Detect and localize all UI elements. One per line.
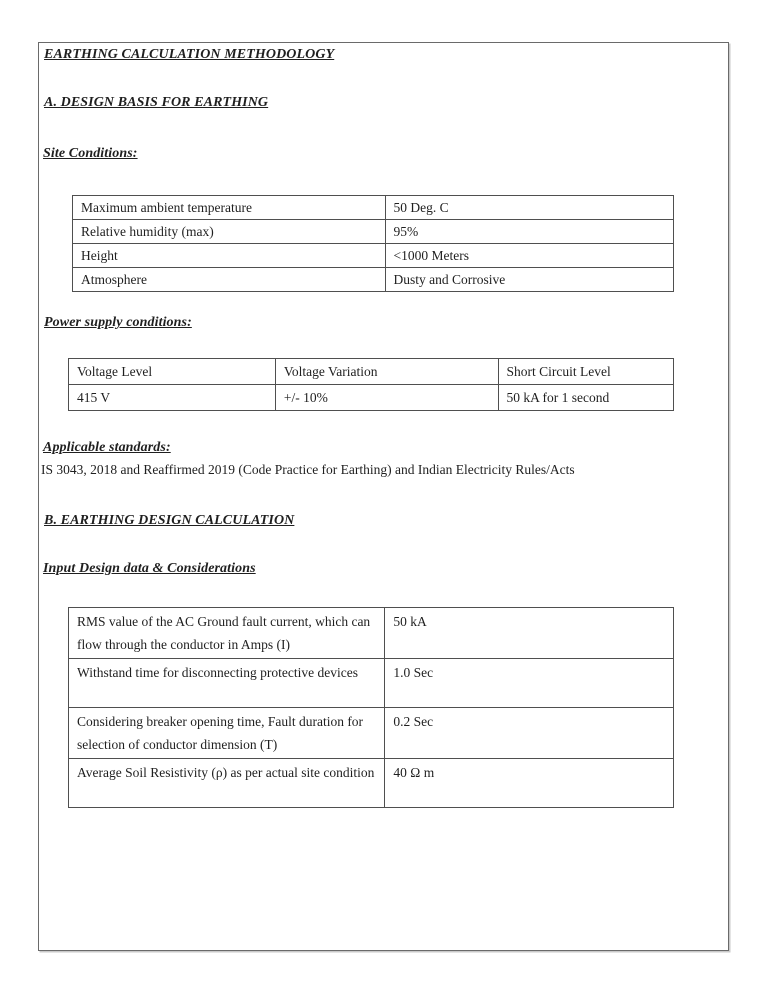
section-b-heading: B. EARTHING DESIGN CALCULATION [44,513,295,528]
input-design-table [68,607,674,808]
input-parameter-cell: Average Soil Resistivity (ρ) as per actual site condition [69,759,385,808]
power-value-cell: 50 kA for 1 second [498,385,673,411]
input-value-cell: 40 Ω m [385,759,674,808]
table-row [73,196,674,220]
table-row [69,608,674,659]
input-value-cell: 1.0 Sec [385,659,674,708]
power-value-cell: +/- 10% [275,385,498,411]
input-parameter-cell: Withstand time for disconnecting protective devices [69,659,385,708]
table-row [73,244,674,268]
table-row [69,385,674,411]
page-border-frame [38,42,729,951]
site-parameter-cell: Relative humidity (max) [73,220,386,244]
power-header-cell: Short Circuit Level [498,359,673,385]
document-title: EARTHING CALCULATION METHODOLOGY [44,47,335,62]
applicable-standards-heading: Applicable standards: [43,440,171,455]
site-conditions-table [72,195,674,292]
power-supply-table [68,358,674,411]
table-row [69,659,674,708]
power-header-cell: Voltage Level [69,359,276,385]
power-value-cell: 415 V [69,385,276,411]
section-a-heading: A. DESIGN BASIS FOR EARTHING [44,95,269,110]
input-design-heading: Input Design data & Considerations [43,561,256,576]
input-parameter-cell: RMS value of the AC Ground fault current, which can flow through the conductor in Amps (I) [69,608,385,659]
input-parameter-cell: Considering breaker opening time, Fault duration for selection of conductor dimension (T) [69,708,385,759]
table-header-row [69,359,674,385]
site-parameter-cell: Maximum ambient temperature [73,196,386,220]
input-value-cell: 50 kA [385,608,674,659]
power-header-cell: Voltage Variation [275,359,498,385]
table-row [73,220,674,244]
table-row [73,268,674,292]
input-value-cell: 0.2 Sec [385,708,674,759]
site-conditions-heading: Site Conditions: [43,146,138,161]
site-value-cell: 95% [385,220,673,244]
table-row [69,708,674,759]
site-value-cell: Dusty and Corrosive [385,268,673,292]
site-parameter-cell: Atmosphere [73,268,386,292]
site-parameter-cell: Height [73,244,386,268]
site-value-cell: <1000 Meters [385,244,673,268]
table-row [69,759,674,808]
applicable-standards-text: IS 3043, 2018 and Reaffirmed 2019 (Code Practice for Earthing) and Indian Electricity Rules/Acts [41,462,575,477]
power-supply-heading: Power supply conditions: [44,315,192,330]
site-value-cell: 50 Deg. C [385,196,673,220]
